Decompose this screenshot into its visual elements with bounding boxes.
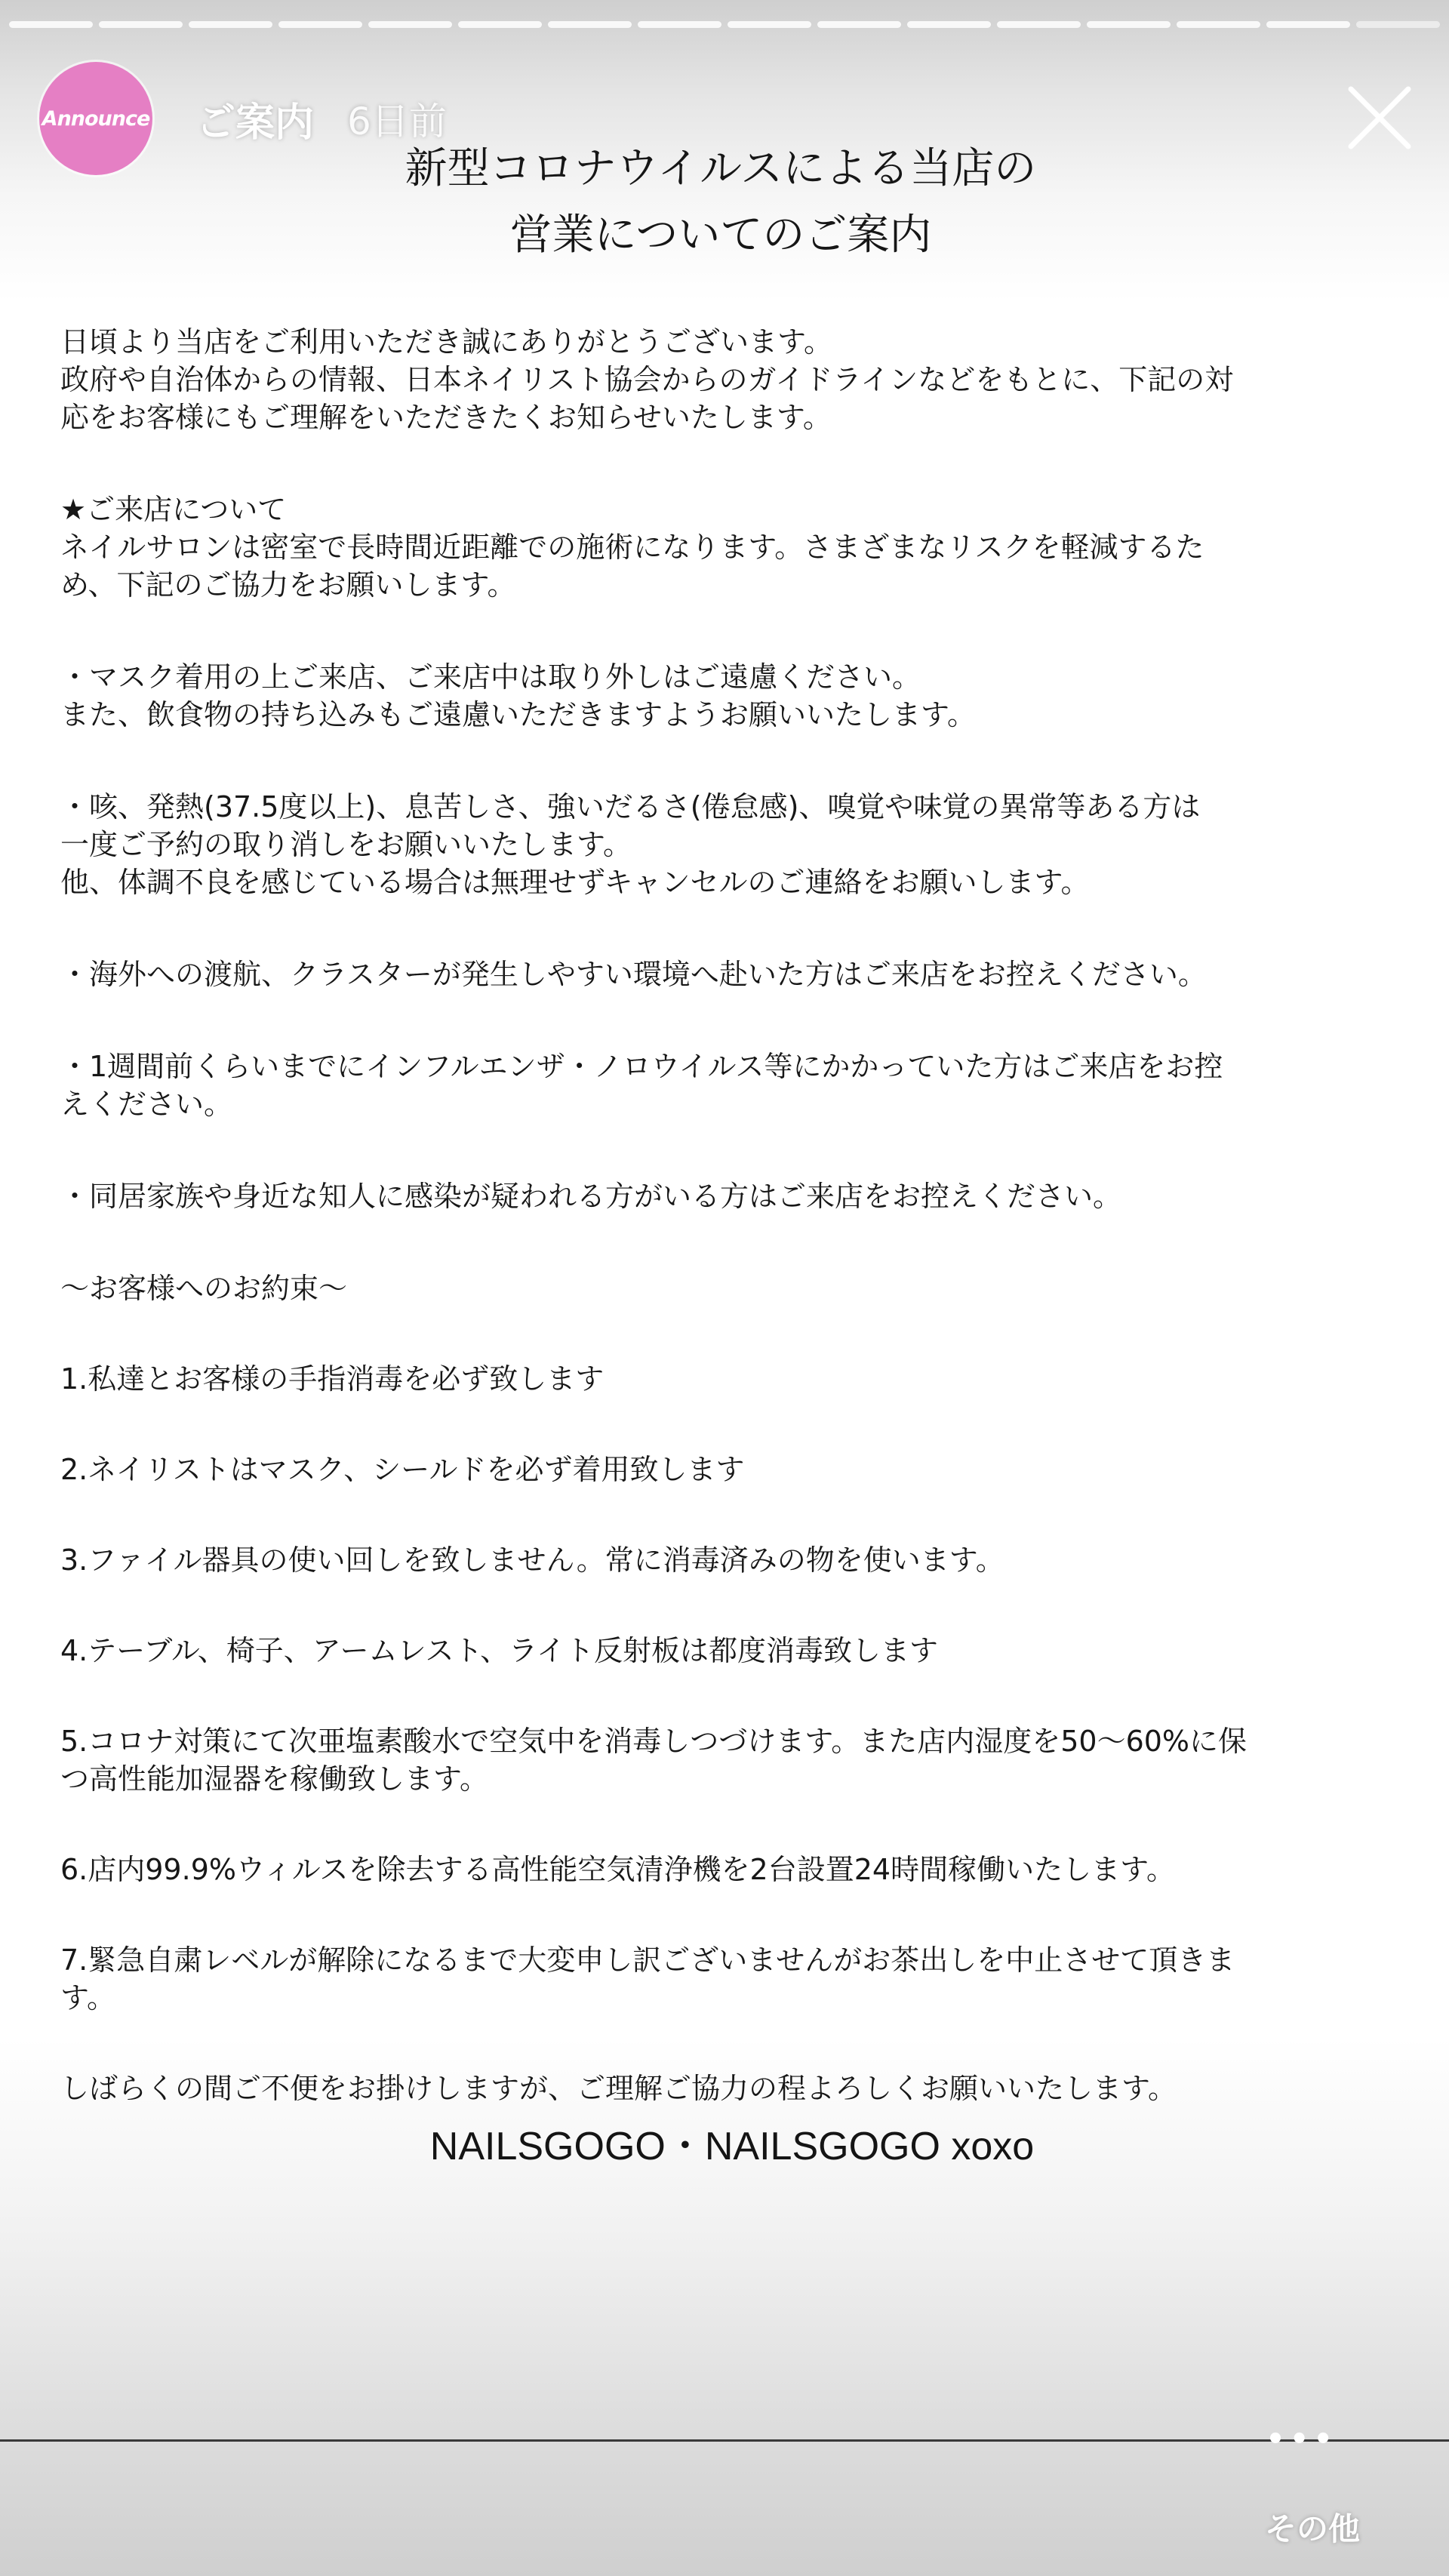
- section-heading: 〜お客様へのお約束〜: [60, 1272, 348, 1305]
- progress-segment: [458, 21, 542, 28]
- notice-line: えください。: [60, 1088, 233, 1121]
- avatar-label: Announce: [42, 106, 150, 131]
- notice-line: ・マスク着用の上ご来店、ご来店中は取り外しはご遠慮ください。: [60, 660, 921, 694]
- notice-content: [60, 136, 1411, 2169]
- promise-item: 4.テーブル、椅子、アームレスト、ライト反射板は都度消毒致します: [60, 1634, 938, 1667]
- closing-line: しばらくの間ご不便をお掛けしますが、ご理解ご協力の程よろしくお願いいたします。: [60, 2072, 1177, 2105]
- notice-line: ・海外への渡航、クラスターが発生しやすい環境へ赴いた方はご来店をお控えください。: [60, 958, 1207, 991]
- progress-segment: [997, 21, 1081, 28]
- more-dots-icon[interactable]: •••: [1266, 2422, 1337, 2457]
- progress-segment: [1177, 21, 1260, 28]
- progress-segment: [638, 21, 721, 28]
- notice-line: 他、体調不良を感じている場合は無理せずキャンセルのご連絡をお願いします。: [60, 866, 1090, 899]
- promise-item: 7.緊急自粛レベルが解除になるまで大変申し訳ございませんがお茶出しを中止させて頂きま: [60, 1944, 1235, 1977]
- promise-item: 1.私達とお客様の手指消毒を必ず致します: [60, 1362, 605, 1396]
- promise-item: つ高性能加湿器を稼働致します。: [60, 1762, 488, 1796]
- notice-line: 日頃より当店をご利用いただき誠にありがとうございます。: [60, 325, 832, 359]
- more-button[interactable]: その他: [1264, 2510, 1360, 2547]
- notice-body: [60, 323, 1411, 2107]
- progress-segment: [548, 21, 632, 28]
- post-time: 6日前: [347, 100, 447, 143]
- progress-segment: [189, 21, 272, 28]
- notice-line: ・1週間前くらいまでにインフルエンザ・ノロウイルス等にかかっていた方はご来店をお控: [60, 1050, 1223, 1083]
- notice-line: 応をお客様にもご理解をいただきたくお知らせいたします。: [60, 401, 832, 434]
- progress-segment: [817, 21, 901, 28]
- notice-line: ネイルサロンは密室で長時間近距離での施術になります。さまざまなリスクを軽減するた: [60, 531, 1204, 564]
- notice-line: 政府や自治体からの情報、日本ネイリスト協会からのガイドラインなどをもとに、下記の対: [60, 363, 1234, 396]
- promise-item: 2.ネイリストはマスク、シールドを必ず着用致します: [60, 1453, 745, 1486]
- footer-divider: [0, 2439, 1449, 2442]
- progress-segment: [278, 21, 362, 28]
- progress-segment: [368, 21, 452, 28]
- progress-segment: [99, 21, 183, 28]
- promise-item: す。: [60, 1981, 115, 2014]
- progress-segment: [728, 21, 811, 28]
- notice-line: め、下記のご協力をお願いします。: [60, 568, 516, 602]
- progress-segment: [1266, 21, 1350, 28]
- notice-line: ・同居家族や身近な知人に感染が疑われる方がいる方はご来店をお控えください。: [60, 1180, 1122, 1213]
- notice-line: また、飲食物の持ち込みもご遠慮いただきますようお願いいたします。: [60, 698, 976, 731]
- promise-item: 5.コロナ対策にて次亜塩素酸水で空気中を消毒しつづけます。また店内湿度を50〜60%に保: [60, 1725, 1247, 1758]
- section-heading: ★ご来店について: [60, 493, 287, 526]
- progress-segment: [907, 21, 991, 28]
- progress-segment-current: [1356, 21, 1440, 28]
- signature: NAILSGOGO・NAILSGOGO xoxo: [429, 2125, 1035, 2168]
- notice-title-line: 新型コロナウイルスによる当店の: [405, 144, 1037, 193]
- story-progress-bar: [9, 21, 1440, 32]
- notice-title-line: 営業についてのご案内: [509, 211, 932, 260]
- account-name[interactable]: ご案内: [196, 100, 315, 146]
- progress-segment: [1087, 21, 1171, 28]
- notice-line: ・咳、発熱(37.5度以上)、息苦しさ、強いだるさ(倦怠感)、嗅覚や味覚の異常等ある方は: [60, 790, 1201, 823]
- notice-line: 一度ご予約の取り消しをお願いいたします。: [60, 828, 632, 861]
- progress-segment: [9, 21, 93, 28]
- promise-item: 6.店内99.9%ウィルスを除去する高性能空気清浄機を2台設置24時間稼働いたします。: [60, 1853, 1176, 1886]
- notice-title: [30, 136, 1411, 269]
- promise-item: 3.ファイル器具の使い回しを致しません。常に消毒済みの物を使います。: [60, 1543, 1004, 1577]
